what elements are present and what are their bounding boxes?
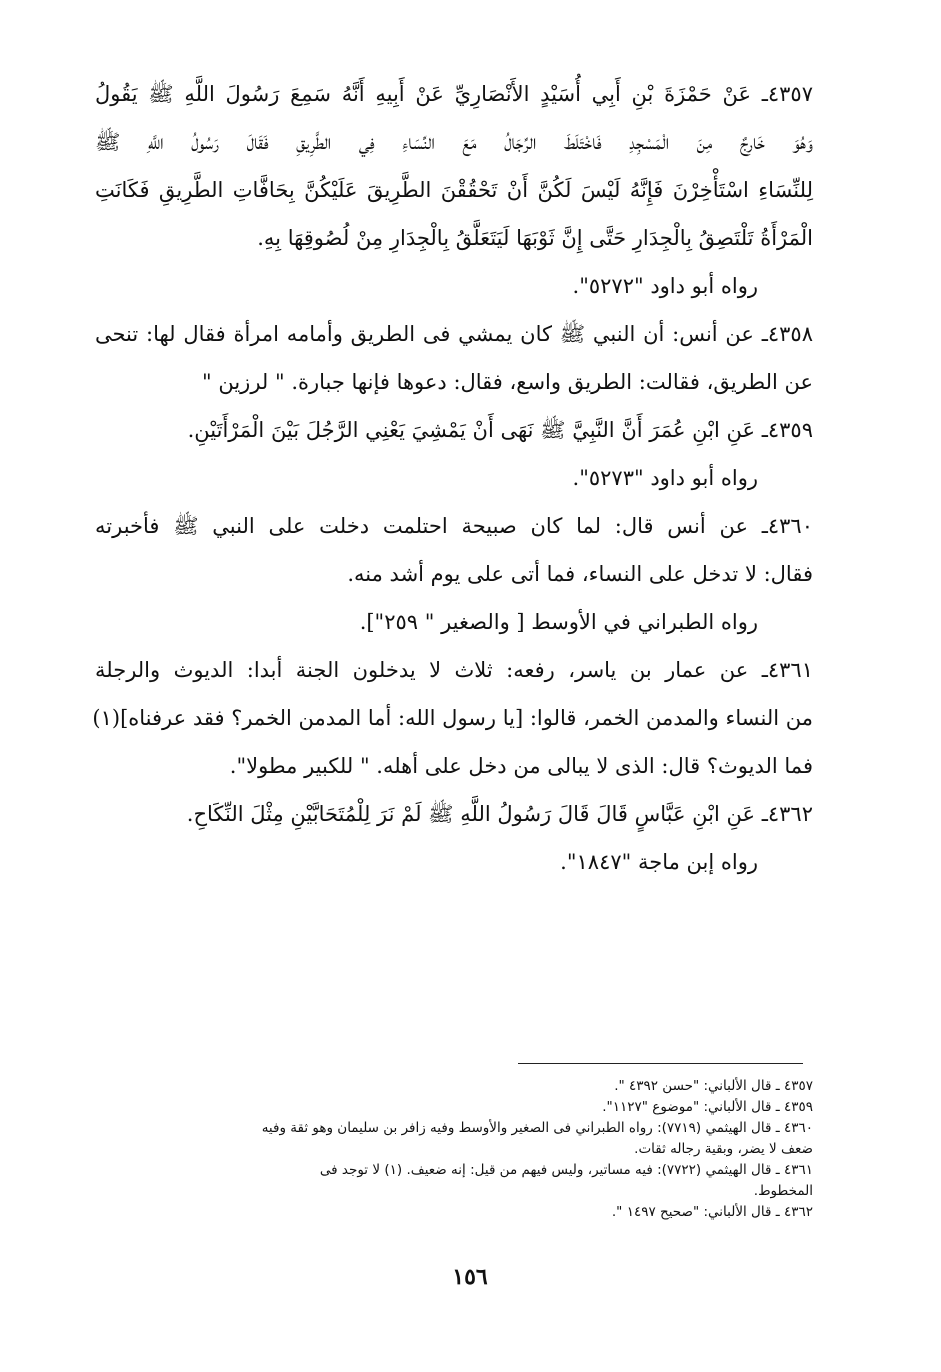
hadith-line: عن الطريق، فقالت: الطريق واسع، فقال: دعوها فإنها جبارة. " لرزين ": [202, 370, 813, 394]
hadith-source: رواه أبو داود "٥٢٧٣".: [572, 466, 758, 490]
hadith-line: ٤٣٦٢ـ عَنِ ابْنِ عَبَّاسٍ قَالَ قَالَ رَسُولُ اللَّهِ ﷺ لَمْ نَرَ لِلْمُتَحَابَّيْنِ مِثْلَ النِّكَاحِ.: [186, 802, 813, 826]
hadith-source: رواه أبو داود "٥٢٧٢".: [572, 274, 758, 298]
footnote-4361: [120, 1160, 813, 1202]
page-number: ١٥٦: [452, 1264, 488, 1290]
footnote-line: ضعف لا يضر، وبقية رجاله ثقات.: [634, 1141, 813, 1157]
hadith-4359: [95, 406, 813, 502]
footnote-line: المخطوط.: [753, 1183, 813, 1199]
hadith-line: وَهُوَ خَارِجٌ مِنَ الْمَسْجِدِ فَاخْتَلَطَ الرِّجَالُ مَعَ النِّسَاءِ فِي الطَّرِيقِ فَقَالَ رَسُولُ اللَّهِ ﷺ: [95, 130, 813, 154]
hadith-line: من النساء والمدمن الخمر، قالوا: [يا رسول الله: أما المدمن الخمر؟ فقد عرفناه](١): [92, 706, 813, 730]
main-text: [92, 70, 813, 886]
hadith-line: الْمَرْأَةُ تَلْتَصِقُ بِالْجِدَارِ حَتَّى إِنَّ ثَوْبَهَا لَيَتَعَلَّقُ بِالْجِدَارِ مِنْ لُصُوقِهَا بِهِ.: [257, 226, 813, 250]
footnote-line: ٤٣٥٩ ـ قال الألباني: "موضوع "١١٢٧".: [602, 1099, 813, 1115]
hadith-4361: [92, 646, 813, 790]
footnote-line: ٤٣٦٠ ـ قال الهيثمي (٧٧١٩): رواه الطبراني فى الصغير والأوسط وفيه زافر بن سليمان وهو ثقة وفيه: [261, 1120, 813, 1136]
hadith-line: فما الديوث؟ قال: الذى لا يبالى من دخل على أهله. " للكبير مطولا".: [229, 754, 813, 778]
footnote-line: ٤٣٦٢ ـ قال الألباني: "صحيح ١٤٩٧ ".: [611, 1204, 813, 1220]
hadith-source: رواه الطبراني في الأوسط [ والصغير " ٢٥٩"].: [359, 610, 758, 634]
hadith-4362: [95, 790, 813, 886]
footnote-divider: [518, 1063, 803, 1064]
hadith-line: لِلنِّسَاءِ اسْتَأْخِرْنَ فَإِنَّهُ لَيْسَ لَكُنَّ أَنْ تَحْقُقْنَ الطَّرِيقَ عَلَيْكُنَّ بِحَافَّاتِ الطَّرِيقِ فَكَانَتِ: [95, 178, 813, 202]
footnote-line: ٤٣٦١ ـ قال الهيثمي (٧٧٢٢): فيه مساتير، وليس فيهم من قيل: إنه ضعيف. (١) لا توجد فى: [319, 1162, 813, 1178]
footnotes: [120, 1076, 813, 1223]
footnote-line: ٤٣٥٧ ـ قال الألباني: "حسن ٤٣٩٢ ".: [614, 1078, 813, 1094]
hadith-line: ٤٣٥٨ـ عن أنس: أن النبي ﷺ كان يمشي فى الطريق وأمامه امرأة فقال لها: تنحى: [95, 322, 813, 346]
hadith-4357: [95, 70, 813, 310]
hadith-4360: [95, 502, 813, 646]
hadith-line: فقال: لا تدخل على النساء، فما أتى على يوم أشد منه.: [347, 562, 813, 586]
footnote-4360: [120, 1118, 813, 1160]
hadith-line: ٤٣٦٠ـ عن أنس قال: لما كان صبيحة احتلمت دخلت على النبي ﷺ فأخبرته: [95, 514, 813, 538]
hadith-line: ٤٣٥٧ـ عَنْ حَمْزَةَ بْنِ أَبِي أُسَيْدٍ الأَنْصَارِيِّ عَنْ أَبِيهِ أَنَّهُ سَمِعَ رَسُولَ اللَّهِ ﷺ يَقُولُ: [95, 82, 813, 106]
hadith-4358: [95, 310, 813, 406]
hadith-line: ٤٣٥٩ـ عَنِ ابْنِ عُمَرَ أَنَّ النَّبِيَّ ﷺ نَهَى أَنْ يَمْشِيَ يَعْنِي الرَّجُلَ بَيْنَ الْمَرْأَتَيْنِ.: [187, 418, 813, 442]
footnote-4362: [120, 1202, 813, 1223]
footnote-4357: [120, 1076, 813, 1097]
footnote-4359: [120, 1097, 813, 1118]
hadith-source: رواه إبن ماجة "١٨٤٧".: [560, 850, 758, 874]
hadith-line: ٤٣٦١ـ عن عمار بن ياسر، رفعه: ثلاث لا يدخلون الجنة أبدا: الديوث والرجلة: [95, 658, 813, 682]
